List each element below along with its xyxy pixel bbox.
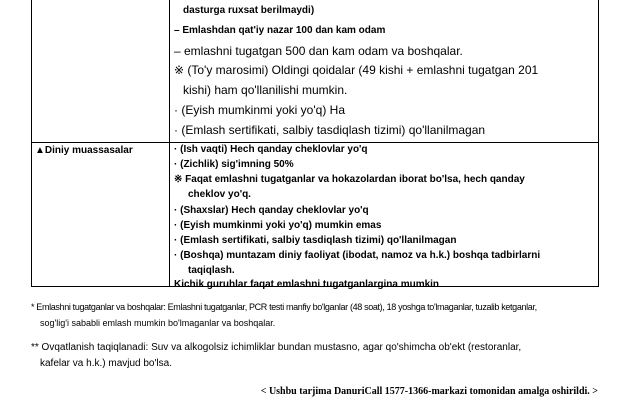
row2-line: · (Shaxslar) Hech qanday cheklovlar yo'q [174,205,369,216]
row1-line: ※ (To'y marosimi) Oldingi qoidalar (49 kishi + emlashni tugatgan 201 [174,63,539,77]
row2-line: · (Eyish mumkinmi yoki yo'q) mumkin emas [174,220,382,231]
religious-institutions-label: ▲Diniy muassasalar [35,145,133,156]
table-left-border [31,0,32,287]
row1-line: dasturga ruxsat berilmaydi) [183,5,315,16]
footnote-2-line-1: ** Ovqatlanish taqiqlanadi: Suv va alkogolsiz ichimliklar bundan mustasno, agar qo'shimcha ob'ekt (restoranlar, [31,342,522,353]
row2-line: Kichik guruhlar faqat emlashni tugatganlargina mumkin [174,279,440,290]
table-column-divider [169,0,170,287]
row2-line: · (Zichlik) sig'imning 50% [174,159,294,170]
row2-line: · (Boshqa) muntazam diniy faoliyat (ibodat, namoz va h.k.) boshqa tadbirlarni [174,250,541,261]
table-row-divider [31,142,599,143]
row2-line: · (Emlash sertifikati, salbiy tasdiqlash tizimi) qo'llanilmagan [174,235,457,246]
row1-line: kishi) ham qo'llanilishi mumkin. [183,83,348,97]
row1-line: · (Emlash sertifikati, salbiy tasdiqlash tizimi) qo'llanilmagan [174,123,486,137]
row2-line: taqiqlash. [188,265,235,276]
row2-line: cheklov yo'q. [188,189,251,200]
footnote-2-line-2: kafelar va h.k.) mavjud bo'lsa. [40,358,172,369]
translation-credit: < Ushbu tarjima DanuriCall 1577-1366-markazi tomonidan amalga oshirildi. > [260,386,598,397]
row1-line: · (Eyish mumkinmi yoki yo'q) Ha [174,103,345,117]
footnote-1-line-1: * Emlashni tugatganlar va boshqalar: Emlashni tugatganlar, PCR testi manfiy bo'lganlar (48 soat), 18 yoshga to'lmaganlar, tuzalib ketganlar, [31,302,537,312]
row2-line: ※ Faqat emlashni tugatganlar va hokazolardan iborat bo'lsa, hech qanday [174,174,525,185]
footnote-1-line-2: sog'lig'i sababli emlash mumkin bo'lmaganlar va boshqalar. [40,318,276,328]
row1-line: – Emlashdan qat'iy nazar 100 dan kam odam [174,25,386,36]
row2-line: · (Ish vaqti) Hech qanday cheklovlar yo'q [174,144,368,155]
table-right-border [598,0,599,287]
row1-line: – emlashni tugatgan 500 dan kam odam va boshqalar. [174,44,463,58]
